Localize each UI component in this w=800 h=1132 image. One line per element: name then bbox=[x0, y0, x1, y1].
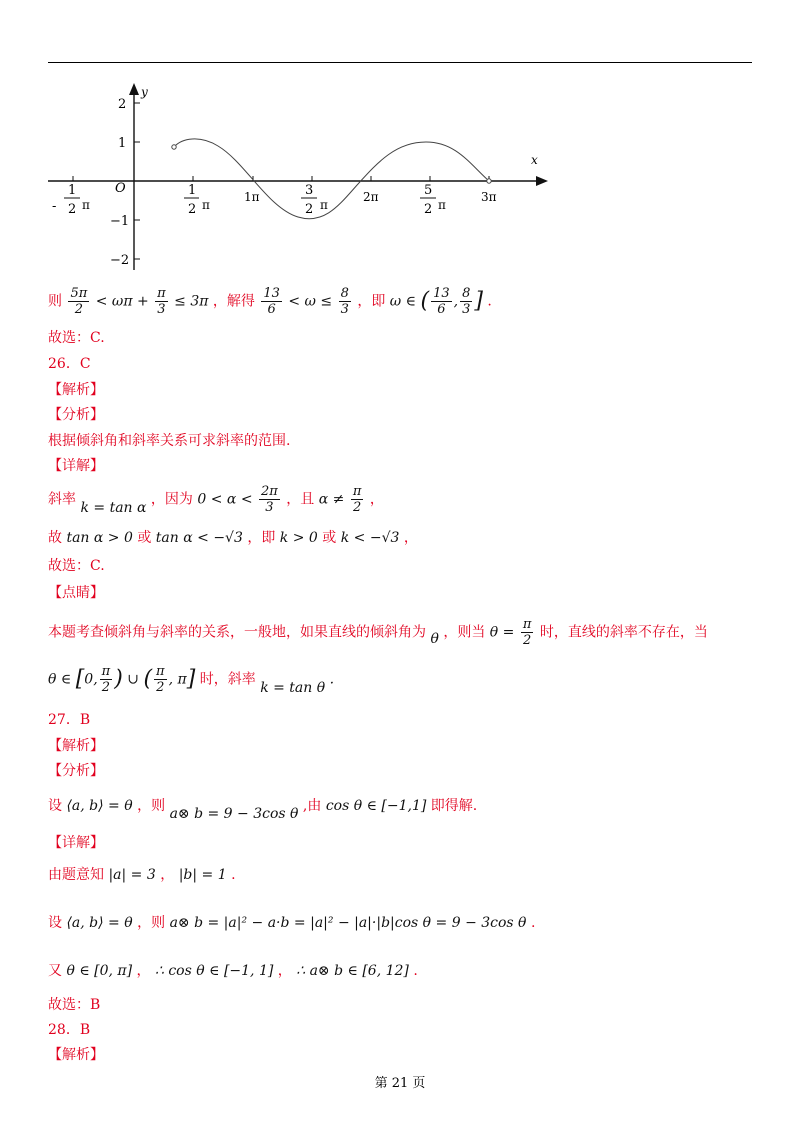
math: ⟨a, b⟩ = θ bbox=[66, 915, 133, 931]
math: θ bbox=[430, 630, 439, 647]
y-tick-label: −1 bbox=[110, 214, 130, 229]
math: tan α < −√3 bbox=[155, 530, 243, 546]
text: . bbox=[487, 293, 492, 310]
text: ,由 bbox=[302, 798, 322, 814]
math: , π bbox=[168, 671, 187, 688]
math: cos θ ∈ [−1,1] bbox=[325, 798, 427, 814]
text: ，则 bbox=[137, 798, 166, 814]
math: tan α > 0 bbox=[66, 530, 133, 546]
section-heading: 【详解】 bbox=[48, 458, 104, 474]
header-rule bbox=[48, 62, 752, 63]
solution-line bbox=[48, 866, 236, 884]
y-axis-label: y bbox=[141, 85, 148, 99]
fraction-den: 3 bbox=[340, 302, 349, 317]
solution-line: 则 $\frac{5\pi}{2}$ < ωπ + $\frac{\pi}{3}$ ≤ 3π ，解得 $\frac{13}{6}$ < ω ≤ $\frac{8}{3}$ ，即 ω ∈ ( $\frac{13}{6}$ , $\frac{8}{3}$ ] . bbox=[48, 286, 492, 317]
fraction-num: 13 bbox=[263, 286, 280, 301]
math: θ ∈ [0, π] bbox=[66, 963, 133, 979]
x-axis-label: x bbox=[531, 153, 538, 167]
x-tick-label: 2 bbox=[305, 202, 314, 217]
math: ⟨a, b⟩ = θ bbox=[66, 798, 133, 814]
math: ∴ a⊗ b ∈ [6, 12] bbox=[296, 963, 409, 979]
y-tick-label: 2 bbox=[118, 97, 127, 112]
fraction-num: 8 bbox=[462, 286, 471, 301]
open-endpoint bbox=[172, 145, 176, 149]
fraction-num: π bbox=[156, 664, 165, 679]
x-tick-label: - bbox=[52, 199, 57, 214]
y-axis-arrow bbox=[129, 83, 139, 95]
math: < ω ≤ bbox=[288, 293, 333, 310]
page-number: 第 21 页 bbox=[374, 1076, 426, 1091]
math: ∪ bbox=[127, 671, 139, 688]
math: ω ∈ bbox=[389, 293, 417, 310]
analysis-text: 根据倾斜角和斜率关系可求斜率的范围. bbox=[48, 433, 291, 449]
text: ，解得 bbox=[212, 293, 255, 310]
question-number: 27．B bbox=[48, 712, 91, 728]
x-tick-label: π bbox=[202, 198, 210, 212]
x-tick-label: 2 bbox=[424, 202, 433, 217]
y-tick-label: −2 bbox=[110, 253, 130, 268]
math: ∴ cos θ ∈ [−1, 1] bbox=[154, 963, 274, 979]
math: 0 < α < bbox=[197, 491, 253, 508]
x-tick-label: 2 bbox=[68, 202, 77, 217]
text: ，即 bbox=[357, 293, 386, 310]
fraction-den: 2 bbox=[101, 680, 111, 695]
text: ， bbox=[160, 867, 175, 883]
text: 设 bbox=[48, 915, 62, 931]
solution-line bbox=[48, 962, 418, 980]
math: k > 0 bbox=[279, 530, 318, 546]
fraction-den: 3 bbox=[265, 500, 274, 515]
text: 则 bbox=[48, 293, 62, 310]
question-number: 28．B bbox=[48, 1022, 91, 1038]
fraction-num: π bbox=[157, 286, 166, 301]
text: ，因为 bbox=[150, 491, 193, 508]
text: . bbox=[530, 915, 536, 931]
fraction-den: 2 bbox=[352, 500, 362, 515]
text: 故 bbox=[48, 530, 62, 546]
x-tick-label: 1 bbox=[68, 183, 77, 198]
answer-line: 故选：C. bbox=[48, 330, 105, 346]
section-heading: 【分析】 bbox=[48, 407, 104, 423]
text: 时，直线的斜率不存在，当 bbox=[539, 624, 708, 641]
text: ， bbox=[277, 963, 292, 979]
x-tick-label: 1π bbox=[244, 190, 260, 204]
text: 即得解. bbox=[430, 798, 478, 814]
math: k = tan θ bbox=[260, 679, 326, 696]
origin-label: O bbox=[115, 181, 126, 196]
text: 斜率 bbox=[48, 491, 76, 508]
math: < ωπ + bbox=[95, 293, 149, 310]
fraction-num: 2π bbox=[261, 484, 278, 499]
text: 或 bbox=[322, 530, 337, 546]
section-heading: 【分析】 bbox=[48, 763, 104, 779]
section-heading: 【解析】 bbox=[48, 1047, 104, 1063]
text: 设 bbox=[48, 798, 62, 814]
question-number: 26．C bbox=[48, 356, 91, 372]
text: 又 bbox=[48, 963, 62, 979]
text: ，则当 bbox=[443, 624, 486, 641]
text: ，则 bbox=[137, 915, 166, 931]
section-heading: 【点睛】 bbox=[48, 585, 104, 601]
math: a⊗ b = |a|² − a·b = |a|² − |a|·|b|cos θ = 9 − 3cos θ bbox=[169, 915, 527, 931]
math: . bbox=[329, 671, 335, 688]
x-tick-label: π bbox=[320, 198, 328, 212]
x-tick-label: 3π bbox=[481, 190, 497, 204]
x-tick-label: 2 bbox=[188, 202, 197, 217]
x-axis-arrow bbox=[536, 176, 548, 186]
math: |b| = 1 bbox=[178, 867, 227, 883]
math: θ = bbox=[489, 624, 515, 641]
solution-line bbox=[48, 797, 478, 822]
math: ≤ 3π bbox=[174, 293, 209, 310]
math: a⊗ b = 9 − 3cos θ bbox=[169, 806, 299, 822]
text: 由题意知 bbox=[48, 867, 104, 883]
math: k < −√3 bbox=[340, 530, 400, 546]
fraction-den: 2 bbox=[522, 633, 532, 648]
solution-line bbox=[48, 914, 535, 932]
text: 本题考查倾斜角与斜率的关系，一般地，如果直线的倾斜角为 bbox=[48, 624, 426, 641]
y-tick-label: 1 bbox=[118, 136, 127, 151]
x-tick-label: 2π bbox=[363, 190, 379, 204]
section-heading: 【解析】 bbox=[48, 382, 104, 398]
text: . bbox=[231, 867, 236, 883]
fraction-num: π bbox=[522, 617, 532, 632]
text: 或 bbox=[137, 530, 152, 546]
math: |a| = 3 bbox=[108, 867, 156, 883]
fraction-num: 5π bbox=[70, 286, 88, 301]
text: ，即 bbox=[247, 530, 276, 546]
math: θ ∈ bbox=[48, 671, 72, 688]
text: ， bbox=[369, 491, 384, 508]
fraction-num: 13 bbox=[433, 286, 450, 301]
fraction-den: 6 bbox=[437, 302, 446, 317]
open-endpoint bbox=[487, 179, 491, 183]
solution-line bbox=[48, 484, 384, 515]
answer-line: 故选：B bbox=[48, 997, 101, 1013]
answer-line: 故选：C. bbox=[48, 558, 105, 574]
fraction-den: 6 bbox=[267, 302, 276, 317]
x-tick-label: π bbox=[82, 198, 90, 212]
section-heading: 【详解】 bbox=[48, 835, 104, 851]
x-tick-label: 3 bbox=[305, 183, 314, 198]
text: ， bbox=[403, 530, 418, 546]
x-tick-label: π bbox=[438, 198, 446, 212]
x-tick-label: 5 bbox=[424, 183, 433, 198]
fraction-den: 2 bbox=[156, 680, 165, 695]
solution-line: θ ∈ [0, $\frac{\pi}{2}$ ) ∪ ( $\frac{\pi}{2}$ , π] 时，斜率 k = tan θ . bbox=[48, 664, 335, 696]
fraction-num: π bbox=[352, 484, 362, 499]
math: α ≠ bbox=[318, 491, 345, 508]
math: 0, bbox=[84, 671, 98, 688]
text: ， bbox=[136, 963, 151, 979]
text: ，且 bbox=[286, 491, 315, 508]
fraction-num: π bbox=[101, 664, 111, 679]
solution-line bbox=[48, 617, 708, 648]
fraction-num: 8 bbox=[340, 286, 349, 301]
solution-line bbox=[48, 529, 418, 547]
fraction-den: 3 bbox=[157, 302, 166, 317]
fraction-den: 3 bbox=[462, 302, 471, 317]
math: k = tan α bbox=[80, 499, 147, 516]
fraction-den: 2 bbox=[74, 302, 83, 317]
text: 时，斜率 bbox=[199, 671, 256, 688]
section-heading: 【解析】 bbox=[48, 738, 104, 754]
x-tick-label: 1 bbox=[188, 183, 197, 198]
text: . bbox=[413, 963, 418, 979]
sine-graph bbox=[40, 80, 560, 275]
